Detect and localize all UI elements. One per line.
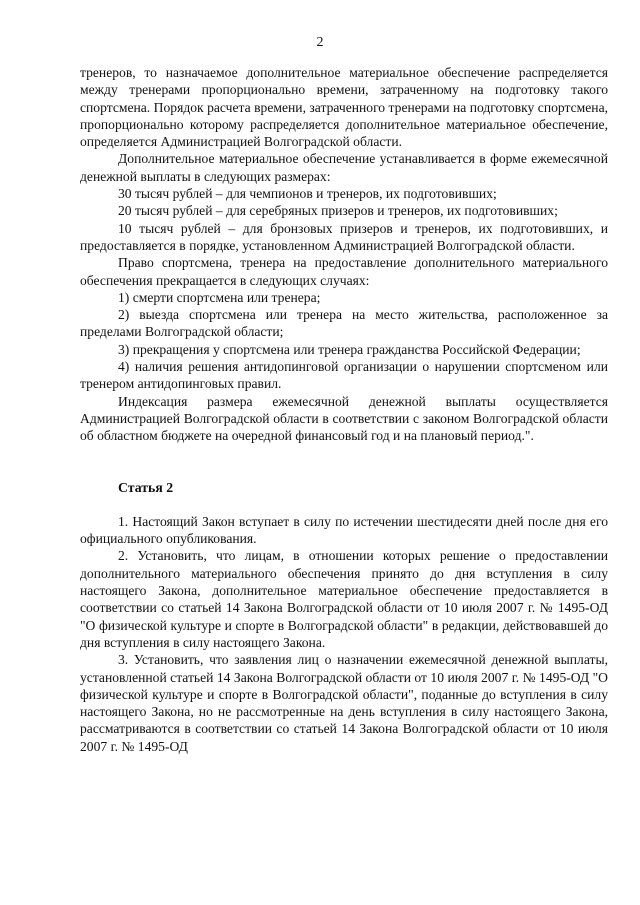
paragraph: Право спортсмена, тренера на предоставление дополнительного материального обеспечения прекращается в следующих случаях: bbox=[80, 255, 608, 288]
paragraph: 1. Настоящий Закон вступает в силу по истечении шестидесяти дней после дня его официального опубликования. bbox=[80, 513, 608, 547]
list-item: 1) смерти спортсмена или тренера; bbox=[118, 289, 321, 305]
paragraph: Индексация размера ежемесячной денежной выплаты осуществляется Администрацией Волгоградской области в соответствии с законом Волгоградской области об областном бюджете на очередной финансовый год и на плановый период.". bbox=[80, 393, 608, 444]
document-body bbox=[80, 64, 608, 755]
paragraph: 10 тысяч рублей – для бронзовых призеров и тренеров, их подготовивших, и предоставляется в порядке, установленном Администрацией Волгоградской области. bbox=[80, 220, 608, 253]
list-item: 2) выезда спортсмена или тренера на место жительства, расположенное за пределами Волгоградской области; bbox=[80, 307, 608, 340]
paragraph: Дополнительное материальное обеспечение устанавливается в форме ежемесячной денежной выплаты в следующих размерах: bbox=[80, 151, 608, 184]
list-item: 4) наличия решения антидопинговой организации о нарушении спортсменом или тренером антидопинговых правил. bbox=[80, 359, 608, 392]
paragraph: 2. Установить, что лицам, в отношении которых решение о предоставлении дополнительного материального обеспечения принято до дня вступления в силу настоящего Закона, дополнительное материальное обеспечение предоставляется в соответствии со статьей 14 Закона Волгоградской области от 10 июля 2007 г. № 1495-ОД "О физической культуре и спорте в Волгоградской области" в редакции, действовавшей до дня вступления в силу настоящего Закона. bbox=[80, 548, 608, 650]
page-number: 2 bbox=[316, 35, 324, 50]
list-item: 3) прекращения у спортсмена или тренера гражданства Российской Федерации; bbox=[118, 341, 581, 357]
paragraph: 20 тысяч рублей – для серебряных призеров и тренеров, их подготовивших; bbox=[118, 203, 558, 219]
paragraph: 30 тысяч рублей – для чемпионов и тренеров, их подготовивших; bbox=[118, 186, 497, 202]
article-heading: Статья 2 bbox=[118, 479, 174, 495]
paragraph: 3. Установить, что заявления лиц о назначении ежемесячной денежной выплаты, установленной статьей 14 Закона Волгоградской области от 10 июля 2007 г. № 1495-ОД "О физической культуре и спорте в Волгоградской области", поданные до вступления в силу настоящего Закона, но не рассмотренные на день вступления в силу настоящего Закона, рассматриваются в соответствии со статьей 14 Закона Волгоградской области от 10 июля 2007 г. № 1495-ОД bbox=[80, 652, 608, 754]
paragraph: тренеров, то назначаемое дополнительное материальное обеспечение распределяется между тренерами пропорционально времени, затраченному на подготовку такого спортсмена. Порядок расчета времени, затраченного тренерами на подготовку спортсмена, пропорционально которому распределяется дополнительное материальное обеспечение, определяется Администрацией Волгоградской области. bbox=[80, 65, 608, 150]
